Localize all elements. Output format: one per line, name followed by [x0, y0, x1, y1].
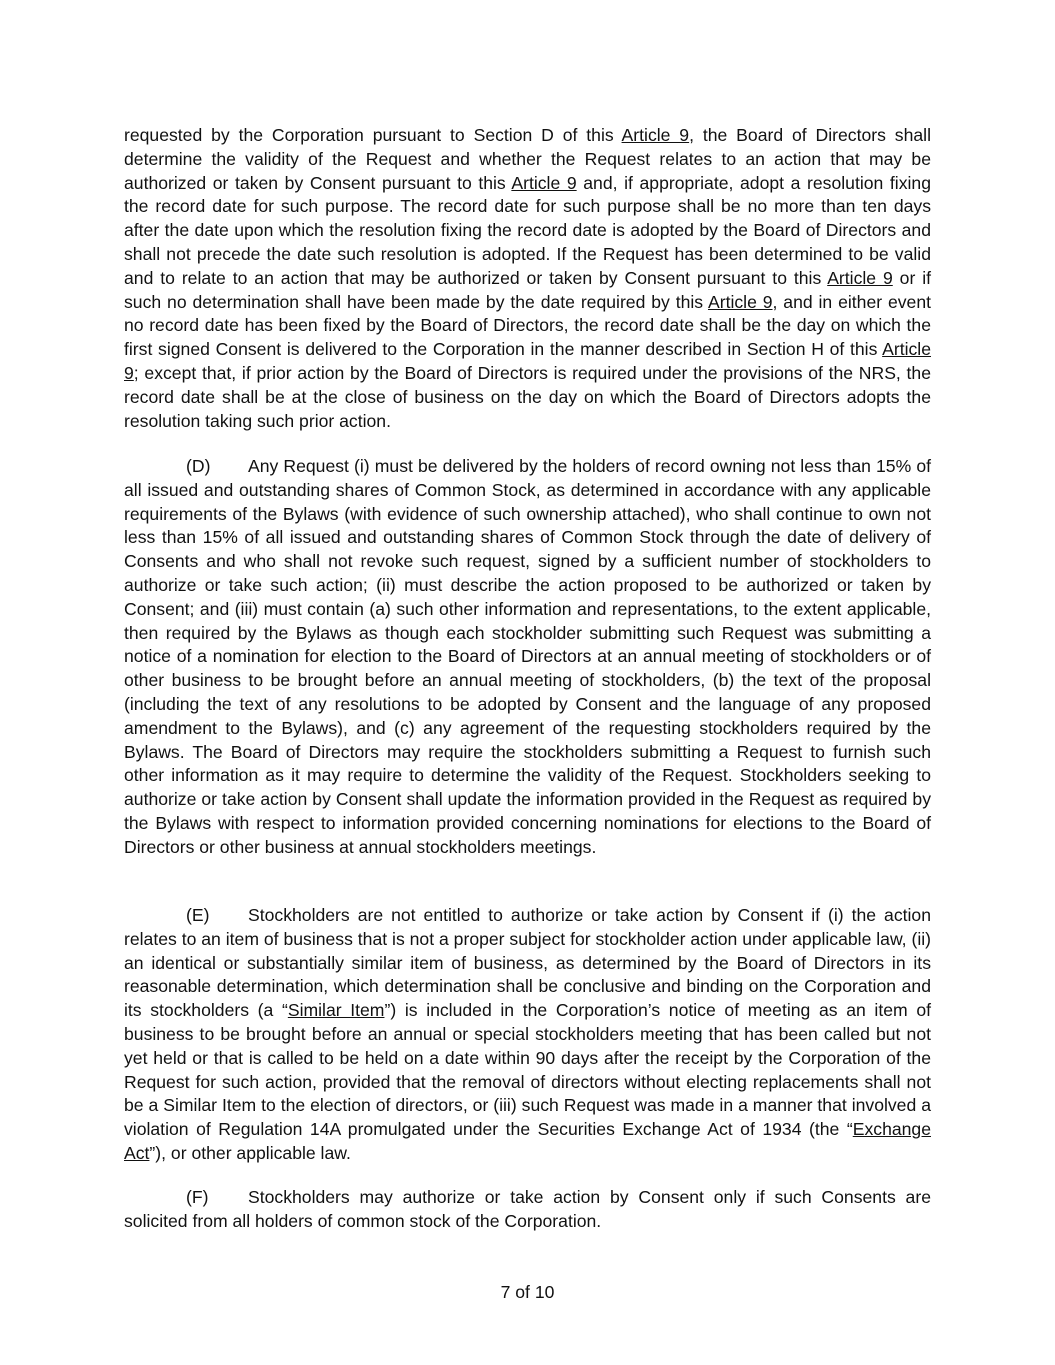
article-reference: Article 9 [621, 125, 690, 145]
article-reference: Article 9 [827, 267, 893, 288]
paragraph-text: ”), or other applicable law. [149, 1142, 351, 1163]
article-reference: Article 9 [511, 172, 577, 193]
paragraph-text: ”) is included in the Corporation’s notice of meeting as an item of business to be brought before an annual or special stockholders meeting that has been called but not yet held or that is called to be held on a date within 90 days after the receipt by the Corporation of the Request for such action, provided that the removal of directors without electing replacements shall not be a Similar Item to the election of directors, or (iii) such Request was made in a manner that involved a violation of Regulation 14A promulgated under the Securities Exchange Act of 1934 (the “ [124, 1000, 931, 1140]
article-reference: Article 9 [707, 291, 773, 312]
paragraph-f [124, 1186, 931, 1234]
paragraph-label: (F) [186, 1187, 209, 1207]
paragraph-label: (E) [186, 905, 210, 925]
page-number: 7 of 10 [500, 1282, 555, 1302]
paragraph-text: and, if appropriate, adopt a resolution fixing the record date for such purpose. The record date for such purpose shall be no more than ten days after the date upon which the resolution fixing the record date is adopted by the Board of Directors and shall not precede the date such resolution is adopted. If the Request has been determined to be valid and to relate to an action that may be authorized or taken by Consent pursuant to this [124, 172, 931, 288]
paragraph-label: (D) [186, 456, 211, 476]
paragraph-text: , the Board of Directors shall determine the validity of the Request and whether the Request relates to an action that may be authorized or taken by Consent pursuant to this [124, 125, 931, 193]
paragraph-text: or if such no determination shall have been made by the date required by this [124, 267, 932, 312]
paragraph-text: Stockholders may authorize or take action by Consent only if such Consents are solicited from all holders of common stock of the Corporation. [124, 1187, 931, 1231]
paragraph-text: , and in either event no record date has been fixed by the Board of Directors, the record date shall be the day on which the first signed Consent is delivered to the Corporation in the manner described in Section H of this [124, 291, 932, 360]
paragraph-e [124, 904, 931, 1166]
defined-term: Similar Item [287, 1000, 385, 1021]
paragraph-text: ; except that, if prior action by the Board of Directors is required under the provisions of the NRS, the record date shall be at the close of business on the day on which the Board of Directors adopts the resolution taking such prior action. [124, 362, 931, 431]
defined-term: Exchange Act [124, 1119, 931, 1163]
paragraph-text: Stockholders are not entitled to authorize or take action by Consent if (i) the action relates to an item of business that is not a proper subject for stockholder action under applicable law, (ii) an identical or substantially similar item of business, as determined by the Board of Directors in its reasonable determination, which determination shall be conclusive and binding on the Corporation and its stockholders (a “ [124, 905, 931, 1021]
article-reference: Article 9 [124, 339, 931, 383]
paragraph-c-continuation [124, 124, 931, 433]
paragraph-text: requested by the Corporation pursuant to Section D of this [124, 125, 622, 145]
paragraph-text: Any Request (i) must be delivered by the holders of record owning not less than 15% of all issued and outstanding shares of Common Stock, as determined in accordance with any applicable requirements of the Bylaws (with evidence of such ownership attached), who shall continue to own not less than 15% of all issued and outstanding shares of Common Stock through the date of delivery of Consents and who shall not revoke such request, signed by a sufficient number of stockholders to authorize or take such action; (ii) must describe the action proposed to be authorized or taken by Consent; and (iii) must contain (a) such other information and representations, to the extent applicable, then required by the Bylaws as though each stockholder submitting such Request was submitting a notice of a nomination for election to the Board of Directors at an annual meeting of stockholders or of other business to be brought before an annual meeting of stockholders, (b) the text of the proposal (including the text of any resolutions to be adopted by Consent and the language of any proposed amendment to the Bylaws), and (c) any agreement of the requesting stockholders required by the Bylaws. The Board of Directors may require the stockholders submitting a Request to furnish such other information as it may require to determine the validity of the Request. Stockholders seeking to authorize or take action by Consent shall update the information provided in the Request as required by the Bylaws with respect to information provided concerning nominations for elections to the Board of Directors or other business at annual stockholders meetings. [124, 456, 931, 857]
paragraph-d [124, 455, 931, 860]
